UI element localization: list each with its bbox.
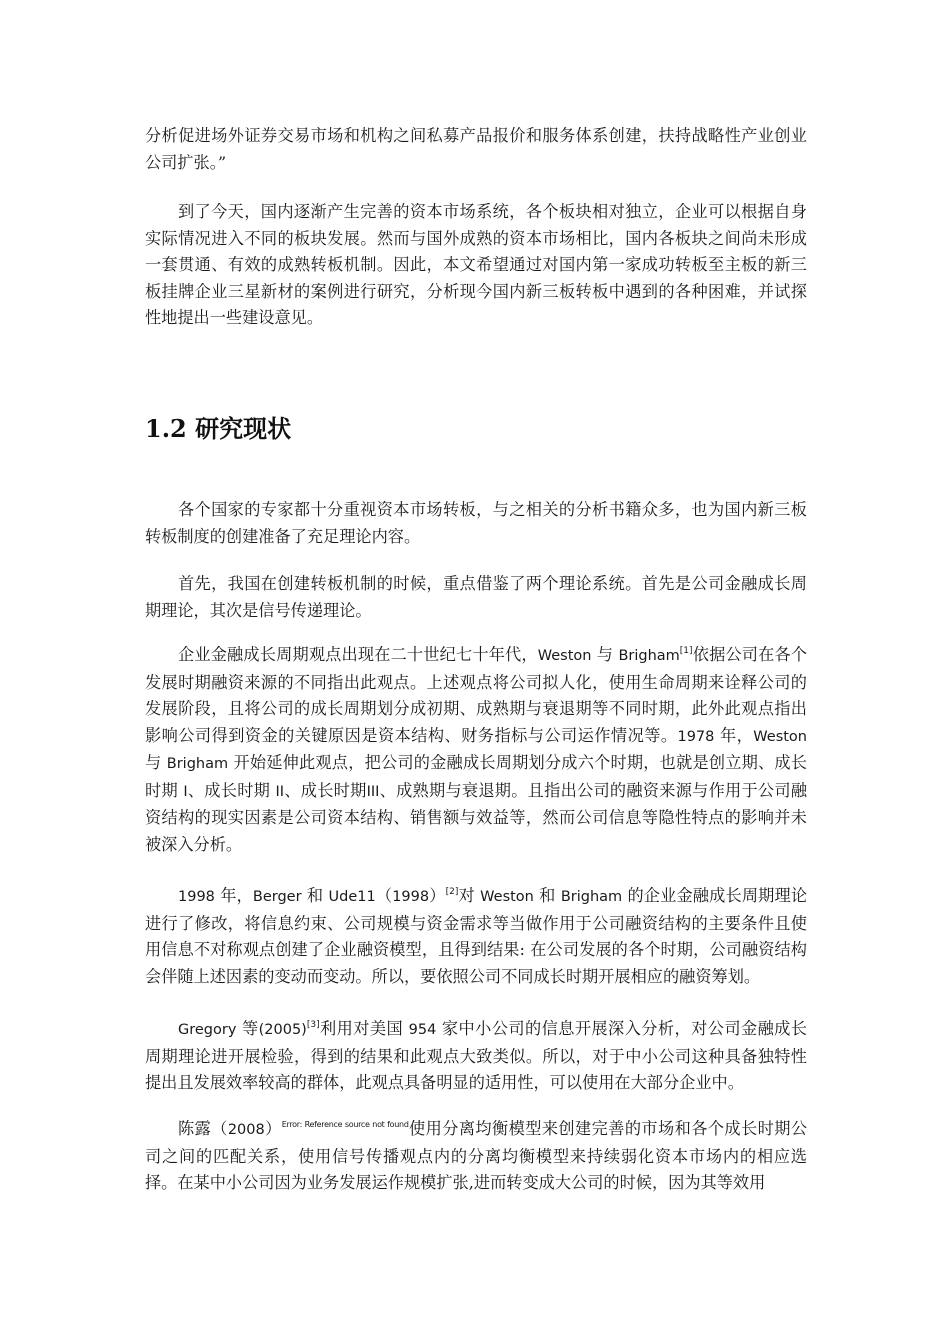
citation-error[interactable]: Error: Reference source not found bbox=[281, 1120, 409, 1129]
paragraph-berger-udell bbox=[145, 883, 807, 990]
text-run: 、成熟期与衰退期。且指出公司的融资来源与作用于公司融资结构的现实因素是公司资本结构、销售额与效益等，然而公司信息等隐性特点的影响并未被深入分析。 bbox=[145, 780, 808, 854]
section-heading: 1.2 研究现状 bbox=[145, 414, 292, 443]
author-name: Brigham bbox=[560, 889, 623, 905]
paragraph-overview bbox=[145, 497, 807, 550]
text-run: （ bbox=[375, 886, 393, 905]
text-run: 与 bbox=[591, 645, 619, 664]
text-run: 与 bbox=[145, 753, 167, 772]
text-run: 企业金融成长周期观点出现在二十世纪七十年代， bbox=[178, 645, 538, 664]
text-run: 年， bbox=[714, 725, 754, 745]
text-run: 开始延伸此观点，把公司的金融成长周期划分成六个时期，也就是创立期、成长时期 bbox=[145, 753, 807, 800]
text-run: 对 bbox=[458, 886, 481, 905]
text-run: 的企业金融成长周期理论进行了修改，将信息约束、公司规模与资金需求等当做作用于公司融资结构的主要条件且使用信息不对称观点创建了企业融资模型，且得到结果: 在公司发展的各个时期，公司融资结构会伴随上述因素的变动而变动。所以，要依照公司不同成长时期开展相应的融资筹划。 bbox=[145, 886, 808, 986]
text-run: 年， bbox=[214, 886, 253, 905]
paragraph-gregory bbox=[145, 1016, 807, 1097]
paragraph-current-status bbox=[145, 199, 807, 332]
text-run: 陈露（ bbox=[178, 1119, 228, 1138]
text-run: 使用分离均衡模型来创建完善的市场和各个成长时期公司之间的匹配关系，使用信号传播观点内的分离均衡模型来持续弱化资本市场内的相应选择。在某中小公司因为业务发展运作规模扩张,进而转变成大公司的时候，因为其等效用 bbox=[145, 1119, 808, 1192]
text-run: 利用对美国 bbox=[319, 1019, 409, 1038]
roman-numeral: III bbox=[366, 783, 380, 800]
paragraph-text: 各个国家的专家都十分重视资本市场转板，与之相关的分析书籍众多，也为国内新三板转板制度的创建准备了充足理论内容。 bbox=[145, 500, 807, 546]
citation-ref-1[interactable]: [1] bbox=[679, 646, 693, 656]
year-text: 2008 bbox=[227, 1122, 265, 1138]
year-text: 1998 bbox=[392, 889, 430, 905]
text-run: 依据公司在各个发展时期融资来源的不同指出此观点。上述观点将公司拟人化，使用生命周期来诠释公司的发展阶段，且将公司的成长周期划分成初期、成熟期与衰退期等不同时期，此外此观点指出影响公司得到资金的关键原因是资本结构、财务指标与公司运作情况等。 bbox=[145, 645, 808, 745]
roman-numeral: II bbox=[275, 783, 285, 800]
text-run: ） bbox=[264, 1119, 282, 1138]
text-run: 、成长时期 bbox=[187, 780, 276, 800]
author-name: Berger bbox=[252, 889, 302, 905]
citation-ref-3[interactable]: [3] bbox=[306, 1020, 320, 1030]
author-name: Brigham bbox=[166, 756, 229, 772]
author-name: Ude11 bbox=[328, 889, 376, 905]
paragraph-two-theories bbox=[145, 571, 807, 624]
author-name: Weston bbox=[537, 648, 592, 664]
text-run: ） bbox=[429, 886, 446, 905]
citation-ref-2[interactable]: [2] bbox=[445, 887, 459, 897]
year-text: (2005) bbox=[258, 1022, 307, 1038]
text-run: 等 bbox=[236, 1019, 259, 1038]
text-run: 家中小公司的信息开展深入分析，对公司金融成长周期理论进开展检验，得到的结果和此观点大致类似。所以，对于中小公司这种具备独特性提出且发展效率较高的群体，此观点具备明显的适用性，可以使用在大部分企业中。 bbox=[145, 1019, 807, 1092]
paragraph-text: 到了今天，国内逐渐产生完善的资本市场系统，各个板块相对独立，企业可以根据自身实际情况进入不同的板块发展。然而与国外成熟的资本市场相比，国内各板块之间尚未形成一套贯通、有效的成熟转板机制。因此，本文希望通过对国内第一家成功转板至主板的新三板挂牌企业三星新材的案例进行研究，分析现今国内新三板转板中遇到的各种困难，并试探性地提出一些建设意见。 bbox=[145, 202, 807, 327]
number-text: 954 bbox=[408, 1022, 437, 1038]
roman-numeral: I bbox=[183, 783, 188, 800]
paragraph-growth-cycle bbox=[145, 642, 807, 858]
text-run: 、成长时期 bbox=[284, 780, 367, 800]
author-name: Gregory bbox=[178, 1022, 237, 1038]
year-text: 1978 bbox=[677, 728, 715, 745]
text-run: 和 bbox=[533, 886, 561, 905]
paragraph-chen-lu bbox=[145, 1116, 807, 1197]
paragraph-text: 首先，我国在创建转板机制的时候，重点借鉴了两个理论系统。首先是公司金融成长周期理论，其次是信号传递理论。 bbox=[145, 574, 807, 620]
paragraph-intro-tail bbox=[145, 123, 807, 176]
author-name: Weston bbox=[480, 889, 534, 905]
text-run: 和 bbox=[301, 886, 329, 905]
author-name: Weston bbox=[753, 728, 807, 745]
year-text: 1998 bbox=[178, 889, 215, 905]
paragraph-text: 分析促进场外证券交易市场和机构之间私募产品报价和服务体系创建，扶持战略性产业创业公司扩张。” bbox=[145, 126, 807, 172]
author-name: Brigham bbox=[618, 648, 680, 664]
